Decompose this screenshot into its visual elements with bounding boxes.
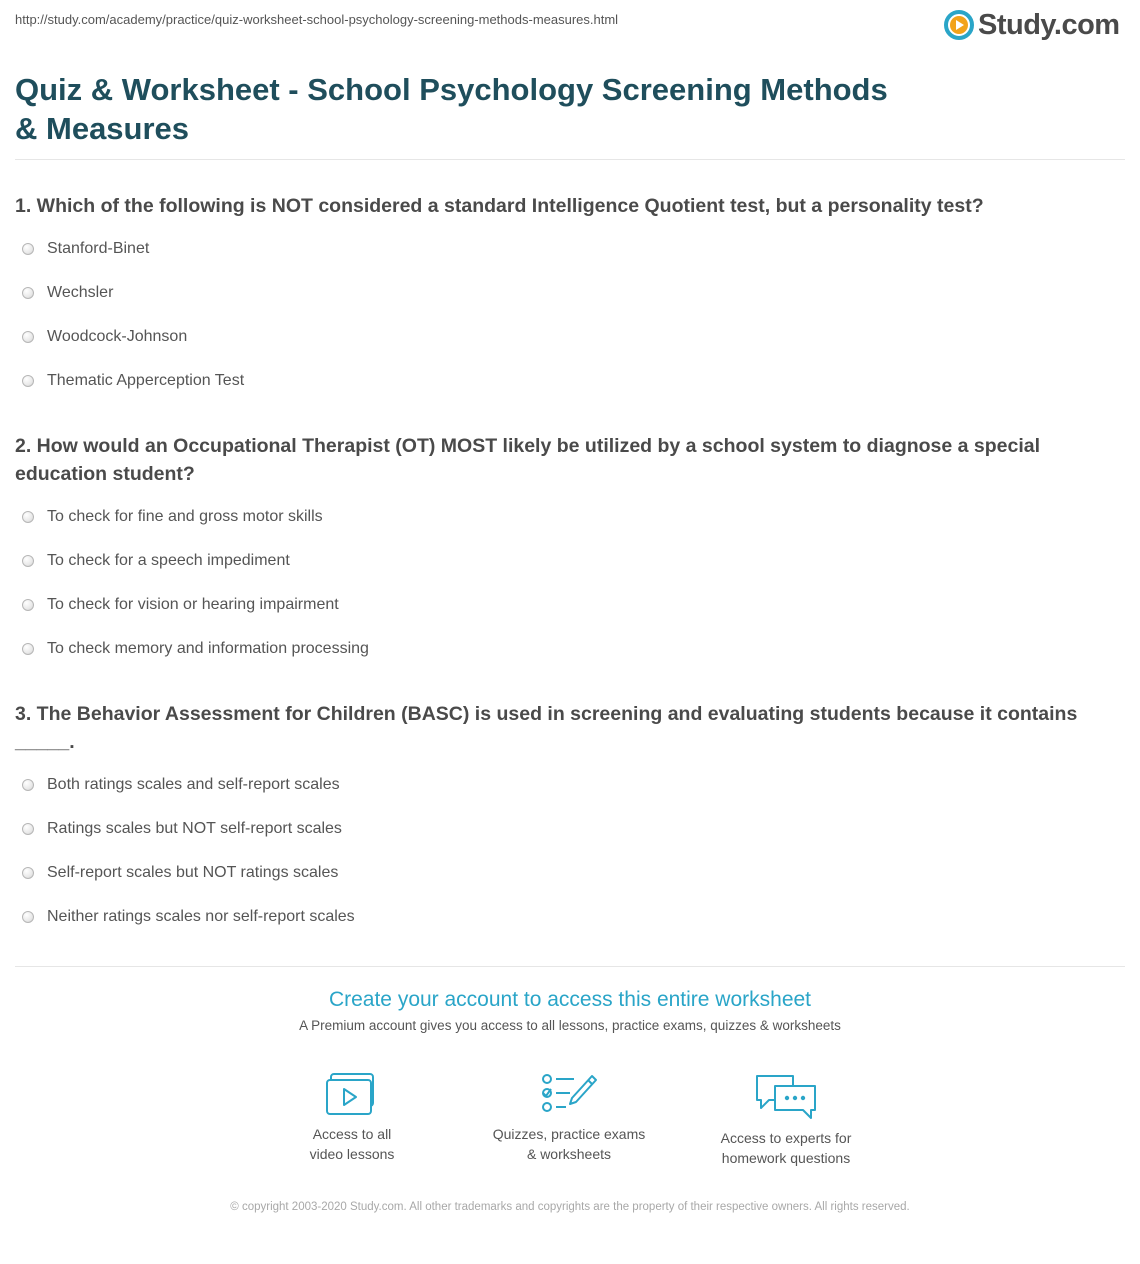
question-3-option-1[interactable]	[22, 773, 340, 797]
cta-subtitle: A Premium account gives you access to all lessons, practice exams, quizzes & worksheets	[299, 1018, 841, 1033]
feature-label	[469, 1124, 669, 1164]
question-3-text: 3. The Behavior Assessment for Children (BASC) is used in screening and evaluating students because it contains _____.	[15, 703, 1078, 753]
question-2-option-3[interactable]	[22, 593, 339, 617]
question-3-option-4[interactable]	[22, 905, 355, 929]
option-label: Thematic Apperception Test	[47, 372, 245, 389]
radio-button[interactable]	[22, 287, 34, 299]
cta-title-link[interactable]: Create your account to access this entire worksheet	[328, 988, 812, 1011]
question-2-option-1[interactable]	[22, 505, 323, 529]
title-divider	[15, 159, 1125, 160]
radio-button[interactable]	[22, 911, 34, 923]
question-1-option-4[interactable]	[22, 369, 244, 393]
feature-label-line-1: Quizzes, practice exams	[492, 1126, 646, 1142]
radio-button[interactable]	[22, 779, 34, 791]
feature-video-lessons	[252, 1072, 452, 1164]
option-label: To check for a speech impediment	[47, 552, 290, 569]
question-1-option-1[interactable]	[22, 237, 149, 261]
study-com-logo[interactable]	[944, 5, 1120, 45]
radio-button[interactable]	[22, 331, 34, 343]
radio-button[interactable]	[22, 375, 34, 387]
radio-button[interactable]	[22, 643, 34, 655]
question-1-text: 1. Which of the following is NOT considered a standard Intelligence Quotient test, but a personality test?	[15, 195, 984, 217]
feature-label-line-2: homework questions	[721, 1150, 851, 1166]
question-2-option-4[interactable]	[22, 637, 369, 661]
page-url[interactable]: http://study.com/academy/practice/quiz-worksheet-school-psychology-screening-methods-measures.html	[15, 12, 619, 27]
radio-button[interactable]	[22, 555, 34, 567]
radio-button[interactable]	[22, 599, 34, 611]
chat-bubbles-icon	[753, 1072, 819, 1120]
page-title: Quiz & Worksheet - School Psychology Screening Methods & Measures	[15, 72, 888, 146]
radio-button[interactable]	[22, 511, 34, 523]
logo-text: Study.com	[978, 8, 1120, 41]
feature-label-line-1: Access to all	[312, 1126, 392, 1142]
feature-quizzes	[469, 1072, 669, 1164]
radio-button[interactable]	[22, 243, 34, 255]
feature-label	[252, 1124, 452, 1164]
radio-button[interactable]	[22, 823, 34, 835]
feature-label-line-1: Access to experts for	[720, 1130, 852, 1146]
option-label: Woodcock-Johnson	[47, 328, 188, 345]
feature-label-line-2: & worksheets	[526, 1146, 612, 1162]
premium-cta	[0, 988, 1140, 1033]
option-label: To check for vision or hearing impairment	[47, 596, 339, 613]
option-label: Self-report scales but NOT ratings scales	[47, 864, 339, 881]
radio-button[interactable]	[22, 867, 34, 879]
feature-label	[686, 1128, 886, 1168]
question-2-text: 2. How would an Occupational Therapist (OT) MOST likely be utilized by a school system to diagnose a special education student?	[15, 435, 1041, 485]
quiz-checklist-icon	[540, 1072, 598, 1116]
questions-divider	[15, 966, 1125, 967]
option-label: Ratings scales but NOT self-report scales	[47, 820, 342, 837]
feature-experts	[686, 1072, 886, 1168]
page-header	[0, 0, 1140, 50]
option-label: Both ratings scales and self-report scales	[47, 776, 340, 793]
question-1-option-3[interactable]	[22, 325, 187, 349]
question-3-option-2[interactable]	[22, 817, 342, 841]
option-label: Wechsler	[47, 284, 114, 301]
option-label: To check for fine and gross motor skills	[47, 508, 323, 525]
question-3-option-3[interactable]	[22, 861, 338, 885]
question-2-option-2[interactable]	[22, 549, 290, 573]
study-com-play-icon	[944, 10, 974, 40]
option-label: Stanford-Binet	[47, 240, 150, 257]
option-label: To check memory and information processing	[47, 640, 369, 657]
video-lessons-icon	[325, 1072, 379, 1116]
option-label: Neither ratings scales nor self-report scales	[47, 908, 355, 925]
copyright-notice: © copyright 2003-2020 Study.com. All other trademarks and copyrights are the property of their respective owners. All rights reserved.	[230, 1201, 910, 1213]
question-1-option-2[interactable]	[22, 281, 113, 305]
feature-label-line-2: video lessons	[309, 1146, 395, 1162]
